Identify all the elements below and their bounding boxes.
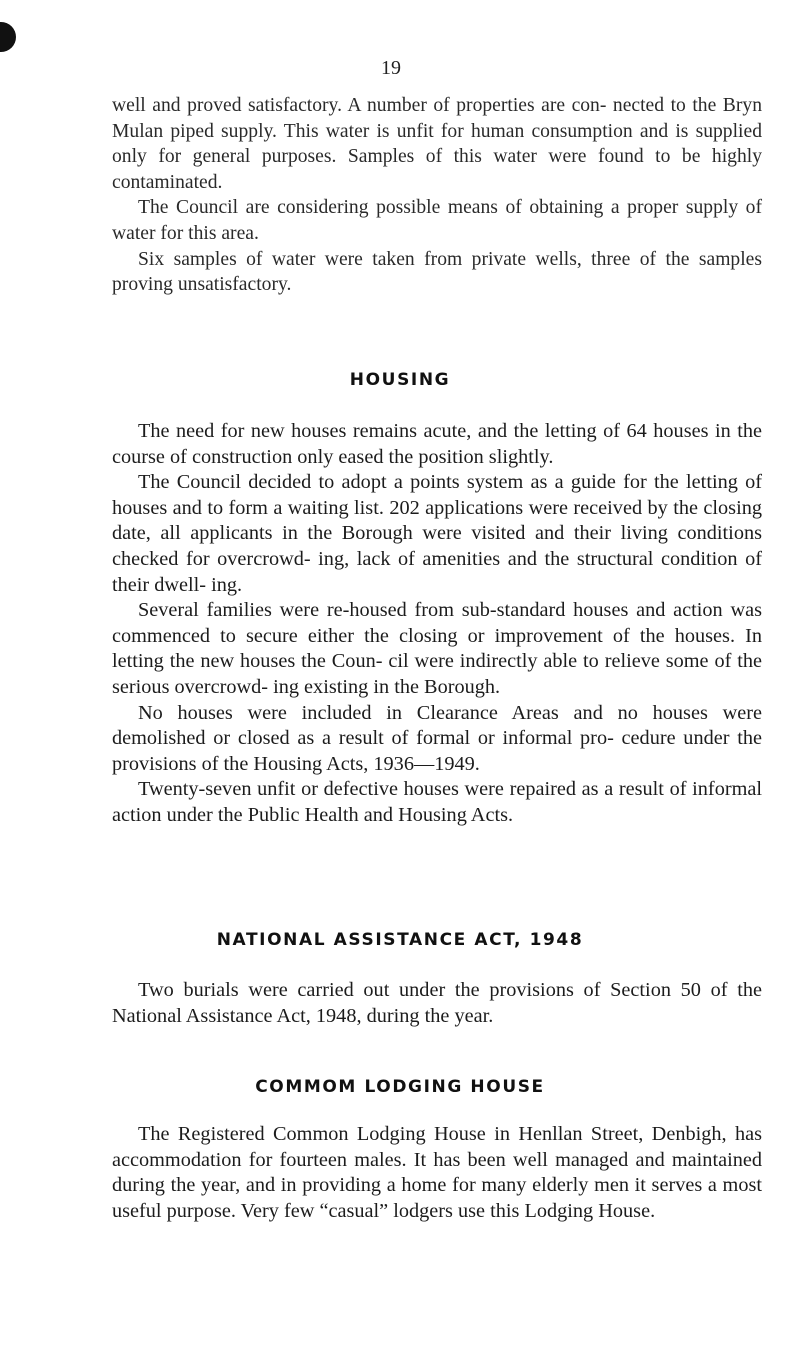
- paragraph: The Council decided to adopt a points system as a guide for the letting of houses and to form a waiting list. 202 applications were received by the closing date, all applicants in the Borough were visited and their living conditions checked for overcrowd- ing, lack of amenities and the structural condition of their dwell- ing.: [112, 471, 762, 596]
- paragraph: Six samples of water were taken from private wells, three of the samples proving unsatisfactory.: [112, 248, 762, 296]
- paragraph: Several families were re-housed from sub-standard houses and action was commenced to secure either the closing or improvement of the houses. In letting the new houses the Coun- cil were indirectly able to relieve some of the serious overcrowd- ing existing in the Borough.: [112, 599, 762, 698]
- section-heading-common-lodging-house: COMMOM LODGING HOUSE: [255, 1077, 545, 1097]
- water-supply-continuation: [112, 93, 762, 298]
- paragraph: The Registered Common Lodging House in Henllan Street, Denbigh, has accommodation for fourteen males. It has been well managed and maintained during the year, and in providing a home for many elderly men it serves a most useful purpose. Very few “casual” lodgers use this Lodging House.: [112, 1123, 762, 1222]
- section-heading-national-assistance-act: NATIONAL ASSISTANCE ACT, 1948: [216, 930, 584, 950]
- paragraph: Twenty-seven unfit or defective houses were repaired as a result of informal action under the Public Health and Housing Acts.: [112, 778, 762, 826]
- paragraph: The need for new houses remains acute, and the letting of 64 houses in the course of construction only eased the position slightly.: [112, 420, 762, 468]
- paragraph: Two burials were carried out under the provisions of Section 50 of the National Assistance Act, 1948, during the year.: [112, 979, 762, 1027]
- section-heading-housing: HOUSING: [349, 370, 451, 390]
- paragraph: The Council are considering possible means of obtaining a proper supply of water for this area.: [112, 197, 762, 244]
- housing-section: [112, 419, 762, 829]
- page-number: 19: [381, 57, 401, 79]
- national-assistance-section: [112, 978, 762, 1029]
- paragraph: well and proved satisfactory. A number of properties are con- nected to the Bryn Mulan piped supply. This water is unfit for human consumption and is supplied only for general purposes. Samples of this water were found to be highly contaminated.: [112, 95, 762, 193]
- paragraph: No houses were included in Clearance Areas and no houses were demolished or closed as a result of formal or informal pro- cedure under the provisions of the Housing Acts, 1936—1949.: [112, 701, 762, 775]
- common-lodging-house-section: [112, 1122, 762, 1224]
- scan-corner-mark: [0, 22, 16, 52]
